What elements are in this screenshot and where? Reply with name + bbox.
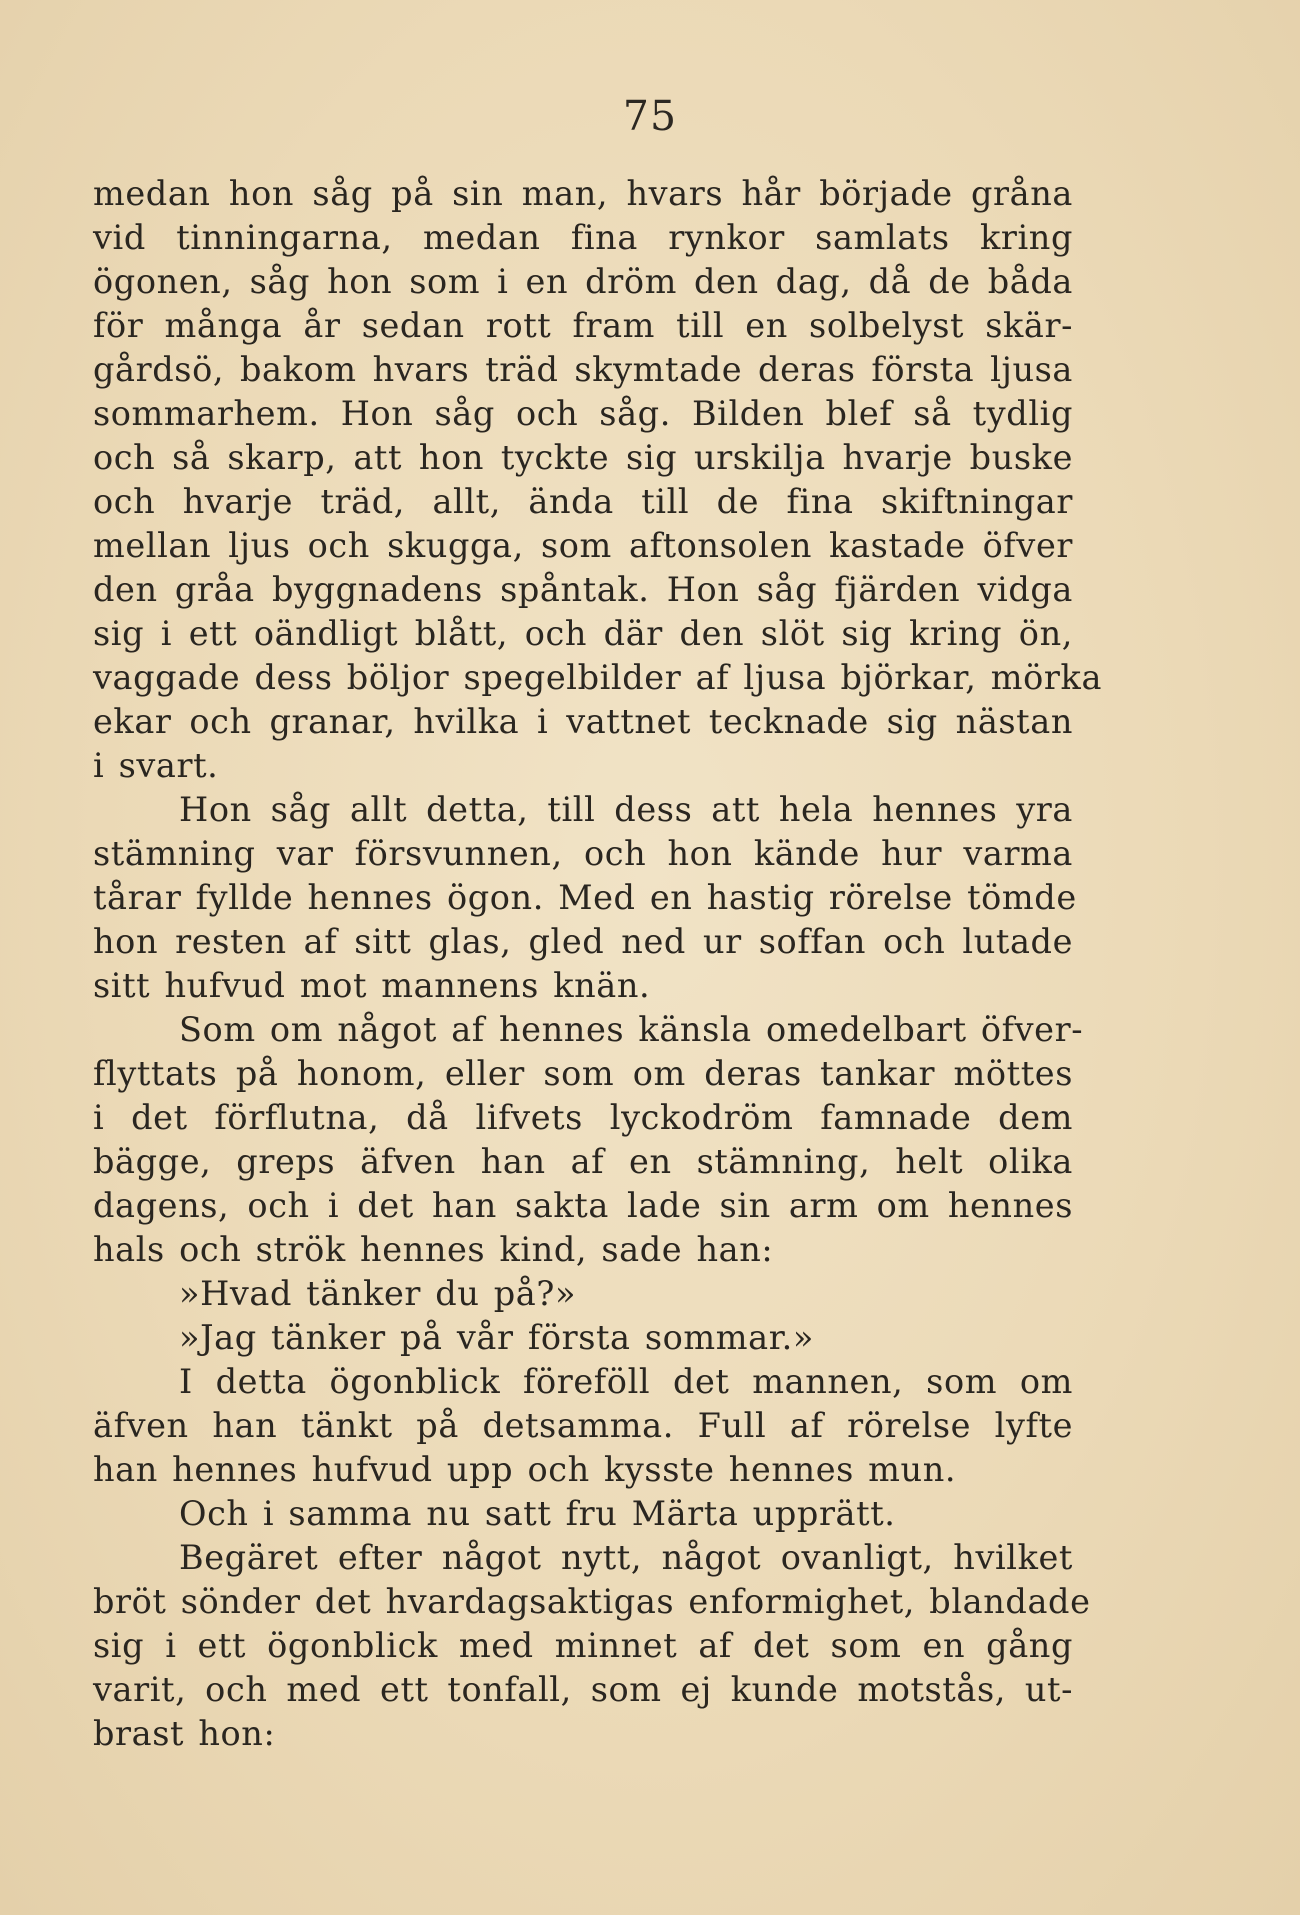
text-line: sommarhem. Hon såg och såg. Bilden blef så tydlig [93,394,1073,433]
text-line: och så skarp, att hon tyckte sig urskilja hvarje buske [93,438,1073,477]
text-line: han hennes hufvud upp och kysste hennes mun. [93,1450,957,1489]
body-text [93,172,1103,1756]
text-line: vaggade dess böljor spegelbilder af ljusa björkar, mörka [93,658,1103,697]
text-line: medan hon såg på sin man, hvars hår började gråna [93,174,1073,213]
text-line: mellan ljus och skugga, som aftonsolen kastade öfver [93,526,1073,565]
text-line: bägge, greps äfven han af en stämning, helt olika [93,1142,1073,1181]
text-line: hals och strök hennes kind, sade han: [93,1230,774,1269]
text-line: ögonen, såg hon som i en dröm den dag, då de båda [93,262,1073,301]
text-line: för många år sedan rott fram till en solbelyst skär- [93,306,1073,345]
text-line: »Hvad tänker du på?» [179,1274,577,1313]
text-line: stämning var försvunnen, och hon kände hur varma [93,834,1073,873]
text-line: sig i ett oändligt blått, och där den slöt sig kring ön, [93,614,1073,653]
text-line: brast hon: [93,1714,276,1753]
text-line: Och i samma nu satt fru Märta upprätt. [179,1494,896,1533]
text-line: Som om något af hennes känsla omedelbart öfver- [179,1010,1084,1049]
text-line: i svart. [93,746,219,785]
text-line: tårar fyllde hennes ögon. Med en hastig rörelse tömde [93,878,1077,917]
text-line: ekar och granar, hvilka i vattnet tecknade sig nästan [93,702,1073,741]
text-line: I detta ögonblick föreföll det mannen, som om [179,1362,1073,1401]
text-line: dagens, och i det han sakta lade sin arm om hennes [93,1186,1073,1225]
text-line: bröt sönder det hvardagsaktigas enformighet, blandade [93,1582,1091,1621]
text-line: vid tinningarna, medan fina rynkor samlats kring [93,218,1073,257]
text-line: och hvarje träd, allt, ända till de fina skiftningar [93,482,1073,521]
text-line: sitt hufvud mot mannens knän. [93,966,651,1005]
text-line: varit, och med ett tonfall, som ej kunde motstås, ut- [93,1670,1073,1709]
text-line: sig i ett ögonblick med minnet af det som en gång [93,1626,1073,1665]
text-line: Hon såg allt detta, till dess att hela hennes yra [179,790,1073,829]
text-line: den gråa byggnadens spåntak. Hon såg fjärden vidga [93,570,1073,609]
text-line: i det förflutna, då lifvets lyckodröm famnade dem [93,1098,1073,1137]
text-line: gårdsö, bakom hvars träd skymtade deras första ljusa [93,350,1073,389]
text-line: Begäret efter något nytt, något ovanligt, hvilket [179,1538,1073,1577]
text-line: äfven han tänkt på detsamma. Full af rörelse lyfte [93,1406,1073,1445]
text-line: hon resten af sitt glas, gled ned ur soffan och lutade [93,922,1073,961]
page-number: 75 [622,92,678,140]
text-line: flyttats på honom, eller som om deras tankar möttes [93,1054,1073,1093]
text-line: »Jag tänker på vår första sommar.» [179,1318,815,1357]
